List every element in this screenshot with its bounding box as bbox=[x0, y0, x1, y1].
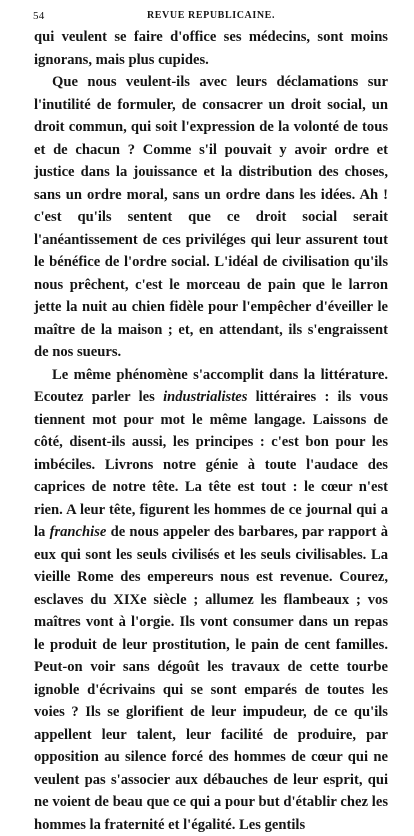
italic-term-franchise: franchise bbox=[50, 524, 107, 540]
paragraph-3-text-c: de nous appeler des barbares, par rapport à eux qui sont les seuls civilisés et les seuls civilisables. La vieille Rome des empereurs nous est revenue. Courez, esclaves du XIXe siècle ; allumez les flambeaux ; vos maîtres vont à l'orgie. Ils vont consumer dans un repas le produit de leur prostitution, le pain de cent familles. Peut-on voir sans dégoût les travaux de cette tourbe ignoble d'écrivains qui se sont emparés de toutes les voies ? Ils se glorifient de leur impudeur, de ce qu'ils appellent leur talent, leur facilité de produire, par opposition au silence forcé des hommes de cœur qui ne veulent pas s'associer aux débauches de leur esprit, qui ne voient de beau que ce qui a pour but d'établir chez les hommes la fraternité et l'égalité. Les gentils bbox=[34, 524, 388, 833]
body-text bbox=[34, 26, 388, 836]
paragraph-3-text-a: Le même phénomène s'accomplit dans la littérature. Ecoutez parler les bbox=[34, 367, 388, 406]
paragraph-2-text: Que nous veulent-ils avec leurs déclamations sur l'inutilité de formuler, de consacrer un droit social, un droit commun, qui soit l'expression de la volonté de tous et de chacun ? Comme s'il pouvait y avoir ordre et justice dans la jouissance et la distribution des choses, sans un ordre moral, sans un ordre dans les idées. Ah ! c'est qu'ils sentent que ce droit social serait l'anéantissement de ces priviléges qui leur assurent tout le bénéfice de l'ordre social. L'idéal de civilisation qu'ils nous prêchent, c'est le morceau de pain que le larron jette la nuit au chien fidèle pour l'empêcher d'éveiller le maître de la maison ; et, en attendant, ils s'engraissent de nos sueurs. bbox=[34, 74, 388, 360]
journal-title: REVUE REPUBLICAINE. bbox=[34, 10, 388, 21]
paragraph-2 bbox=[34, 71, 388, 364]
paragraph-1-text: qui veulent se faire d'office ses médecins, sont moins ignorans, mais plus cupides. bbox=[34, 29, 388, 68]
italic-term-industrialistes: industrialistes bbox=[163, 389, 247, 405]
paragraph-3 bbox=[34, 364, 388, 836]
running-head bbox=[34, 8, 388, 26]
page-number: 54 bbox=[33, 10, 45, 22]
paragraph-1 bbox=[34, 26, 388, 71]
paragraph-3-text-b: littéraires : ils vous tiennent mot pour mot le même langage. Laissons de côté, disent-ils aussi, les principes : c'est bon pour les imbéciles. Livrons notre génie à toute l'audace des caprices de notre tête. La tête est tout : le cœur n'est rien. A leur tête, figurent les hommes de ce journal qui a la bbox=[34, 389, 388, 540]
